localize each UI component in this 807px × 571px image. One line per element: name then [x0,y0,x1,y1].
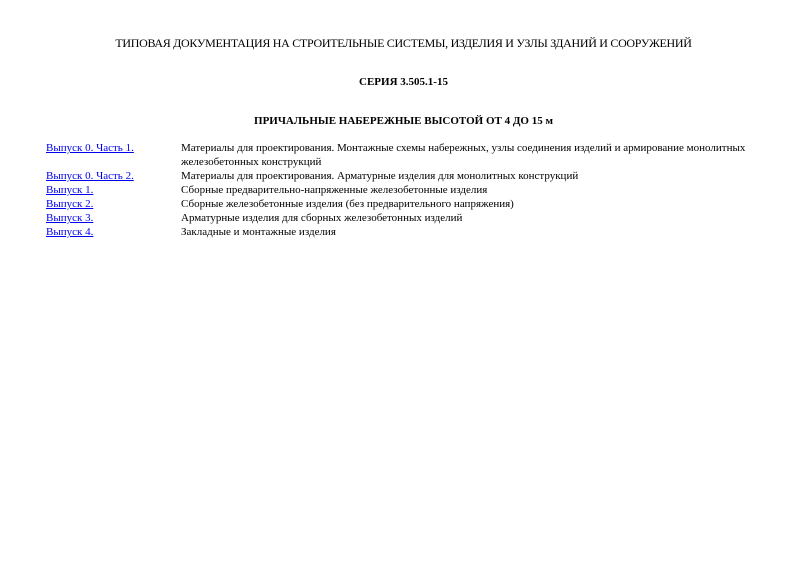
issue-link-1[interactable]: Выпуск 1. [46,184,94,196]
issue-link-2[interactable]: Выпуск 2. [46,198,94,210]
issue-link-0-part-2[interactable]: Выпуск 0. Часть 2. [46,170,134,182]
issue-link-4[interactable]: Выпуск 4. [46,226,94,238]
issue-link-0-part-1[interactable]: Выпуск 0. Часть 1. [46,142,134,154]
series-number: СЕРИЯ 3.505.1-15 [359,76,448,88]
document-header: ТИПОВАЯ ДОКУМЕНТАЦИЯ НА СТРОИТЕЛЬНЫЕ СИСТЕМЫ, ИЗДЕЛИЯ И УЗЛЫ ЗДАНИЙ И СООРУЖЕНИЙ [115,36,692,50]
issue-row [46,141,766,169]
issue-description: Материалы для проектирования. Монтажные схемы набережных, узлы соединения изделий и армирование монолитных железобетонных конструкций [181,142,746,168]
issue-description: Материалы для проектирования. Арматурные изделия для монолитных конструкций [181,170,579,182]
issue-row [46,197,766,211]
issue-link-3[interactable]: Выпуск 3. [46,212,94,224]
issue-row [46,183,766,197]
issue-row [46,169,766,183]
issue-description: Закладные и монтажные изделия [181,226,336,238]
issue-row [46,211,766,225]
document-title: ПРИЧАЛЬНЫЕ НАБЕРЕЖНЫЕ ВЫСОТОЙ ОТ 4 ДО 15 м [254,115,553,127]
issue-description: Сборные железобетонные изделия (без предварительного напряжения) [181,198,514,210]
issues-list [46,141,766,239]
issue-description: Сборные предварительно-напряженные железобетонные изделия [181,184,488,196]
issue-row [46,225,766,239]
issue-description: Арматурные изделия для сборных железобетонных изделий [181,212,463,224]
